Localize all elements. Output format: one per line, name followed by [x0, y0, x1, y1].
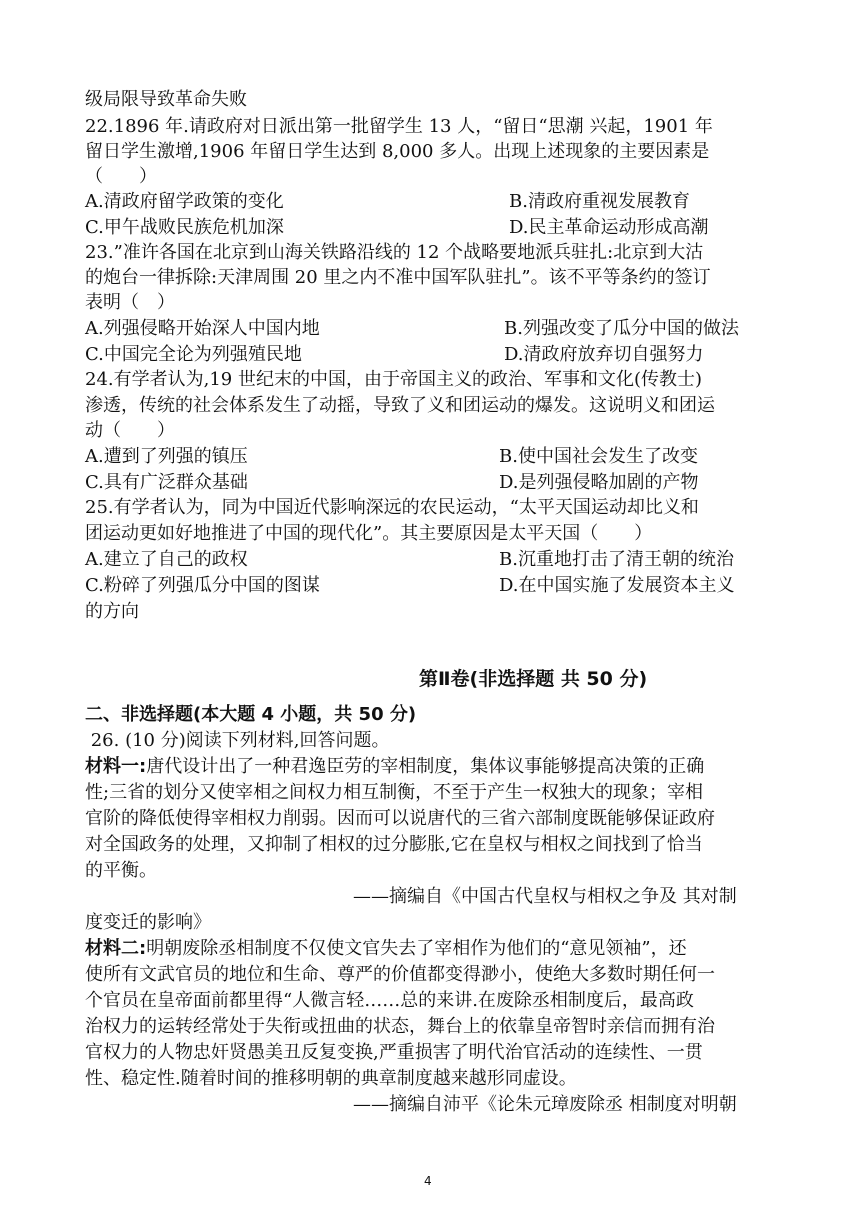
- question-25-option-d-continued: 的方向: [85, 601, 139, 622]
- question-23-option-b: B.列强改变了瓜分中国的做法: [504, 318, 739, 339]
- material-1-line: [85, 754, 704, 780]
- material-1-label: 材料一:: [85, 756, 147, 777]
- question-23-stem: 的炮台一律拆除:天津周围 20 里之内不准中国军队驻扎”。该不平等条约的签订: [85, 267, 711, 288]
- material-2-line: [85, 936, 687, 962]
- question-23-option-a: A.列强侵略开始深人中国内地: [85, 318, 320, 339]
- question-25-stem: 25.有学者认为，同为中国近代影响深远的农民运动，“太平天国运动却比义和: [85, 497, 699, 518]
- question-23-stem: 表明（ ）: [85, 292, 175, 313]
- section-title: 第Ⅱ卷(非选择题 共 50 分): [419, 668, 648, 690]
- material-1-text: 对全国政务的处理，又抑制了相权的过分膨胀,它在皇权与相权之间找到了恰当: [85, 834, 703, 855]
- question-23-option-d: D.清政府放弃切自强努力: [504, 344, 704, 365]
- question-22-option-d: D.民主革命运动形成高潮: [509, 217, 709, 238]
- material-2-text: 个官员在皇帝面前都里得“人微言轻……总的来讲.在废除丞相制度后，最高政: [85, 990, 694, 1011]
- question-25-option-d: D.在中国实施了发展资本主义: [499, 575, 735, 596]
- question-22-blank: （ ）: [85, 166, 157, 187]
- part-heading: 二、非选择题(本大题 4 小题，共 50 分): [85, 704, 417, 725]
- question-26-stem: 26. (10 分)阅读下列材料,回答问题。: [85, 730, 390, 751]
- question-22-stem: 22.1896 年.请政府对日派出第一批留学生 13 人，“留日“思潮 兴起，1901 年: [85, 116, 713, 137]
- question-24-option-d: D.是列强侵略加剧的产物: [499, 472, 699, 493]
- question-25-option-b: B.沉重地打击了清王朝的统治: [499, 549, 734, 570]
- page-number: 4: [424, 1174, 432, 1188]
- question-24-stem: 动（ ）: [85, 420, 175, 441]
- material-1-text: 的平衡。: [85, 860, 157, 881]
- material-1-source: 度变迁的影响》: [85, 912, 211, 933]
- question-22-option-a: A.清政府留学政策的变化: [85, 191, 284, 212]
- question-24-option-b: B.使中国社会发生了改变: [499, 446, 698, 467]
- question-22-option-c: C.甲午战败民族危机加深: [85, 217, 284, 238]
- question-23-option-c: C.中国完全论为列强殖民地: [85, 344, 302, 365]
- question-25-stem: 团运动更如好地推进了中国的现代化”。其主要原因是太平天国（ ）: [85, 523, 653, 544]
- question-24-stem: 渗透，传统的社会体系发生了动摇，导致了义和团运动的爆发。这说明义和团运: [85, 395, 715, 416]
- material-1-text: 性;三省的划分又使宰相之间权力相互制衡，不至于产生一权独大的现象；宰相: [85, 782, 704, 803]
- material-2-text: 治权力的运转经常处于失衔或扭曲的状态，舞台上的依靠皇帝智时亲信而拥有治: [85, 1016, 715, 1037]
- question-24-option-a: A.遭到了列强的镇压: [85, 446, 248, 467]
- text-line: 级局限导致革命失败: [85, 89, 247, 110]
- question-23-stem: 23.”准许各国在北京到山海关铁路沿线的 12 个战略要地派兵驻扎:北京到大沽: [85, 242, 704, 263]
- material-2-text: 明朝废除丞相制度不仅使文官失去了宰相作为他们的“意见领袖”，还: [146, 938, 687, 959]
- question-25-option-a: A.建立了自己的政权: [85, 549, 248, 570]
- material-2-label: 材料二:: [85, 938, 147, 959]
- material-2-source: ——摘编自沛平《论朱元璋废除丞 相制度对明朝: [353, 1094, 737, 1115]
- material-1-text: 唐代设计出了一种君逸臣劳的宰相制度，集体议事能够提高决策的正确: [146, 756, 705, 777]
- material-2-text: 官权力的人物忠奸贤愚美丑反复变换,严重损害了明代治官活动的连续性、一贯: [85, 1042, 703, 1063]
- material-1-text: 官阶的降低使得宰相权力削弱。因而可以说唐代的三省六部制度既能够保证政府: [85, 808, 715, 829]
- question-22-stem: 留日学生激增,1906 年留日学生达到 8,000 多人。出现上述现象的主要因素是: [85, 141, 710, 162]
- material-2-text: 性、稳定性.随着时间的推移明朝的典章制度越来越形同虚设。: [85, 1068, 577, 1089]
- question-24-stem: 24.有学者认为,19 世纪末的中国，由于帝国主义的政治、军事和文化(传教士): [85, 369, 703, 390]
- question-25-option-c: C.粉碎了列强瓜分中国的图谋: [85, 575, 320, 596]
- material-2-text: 使所有文武官员的地位和生命、尊严的价值都变得渺小，使绝大多数时期任何一: [85, 964, 715, 985]
- question-24-option-c: C.具有广泛群众基础: [85, 472, 248, 493]
- question-22-option-b: B.清政府重视发展教育: [509, 191, 690, 212]
- material-1-source: ——摘编自《中国古代皇权与相权之争及 其对制: [353, 886, 737, 907]
